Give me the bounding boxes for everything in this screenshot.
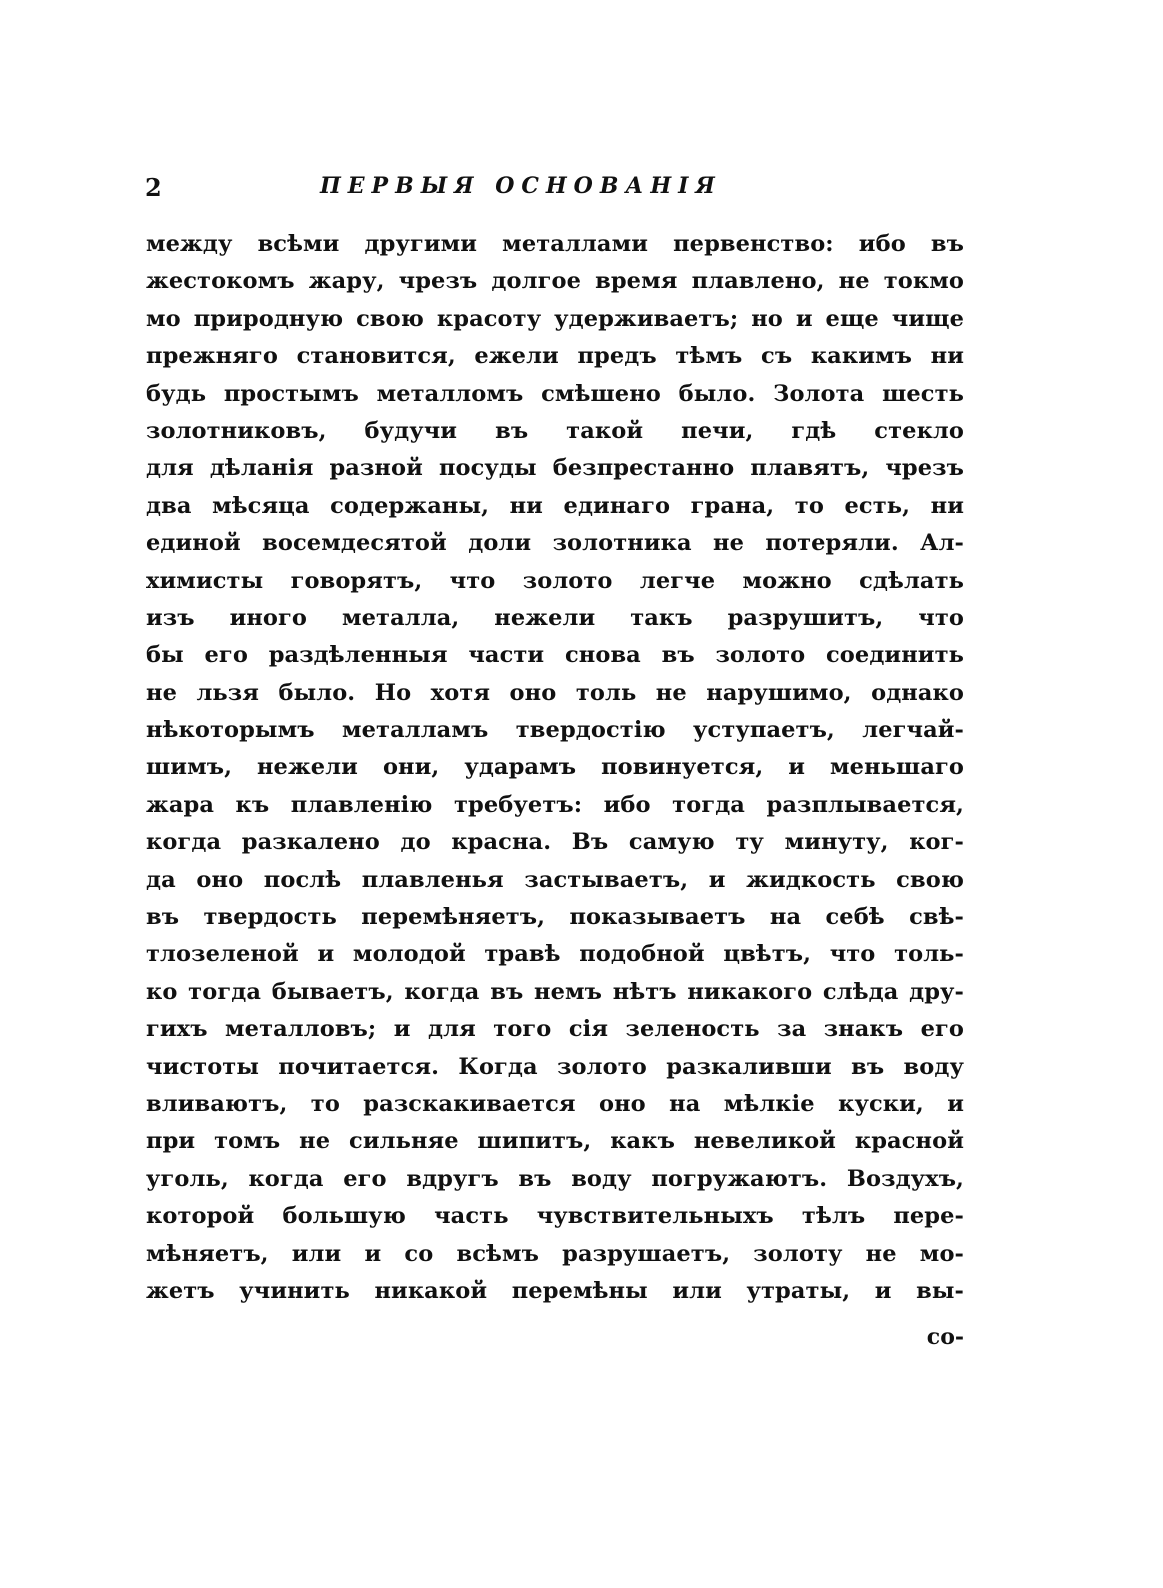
text-line: бы его раздѣленныя части снова въ золото соединить [146, 642, 964, 669]
text-line: золотниковъ, будучи въ такой печи, гдѣ стекло [146, 417, 964, 444]
text-line: не льзя было. Но хотя оно толь не нарушимо, однако [146, 679, 964, 706]
text-line: жетъ учинить никакой перемѣны или утраты, и вы- [146, 1277, 964, 1304]
text-line: мѣняетъ, или и со всѣмъ разрушаетъ, золоту не мо- [146, 1240, 964, 1267]
catchword: со- [926, 1324, 964, 1350]
running-title: ПЕРВЫЯ ОСНОВАНІЯ [320, 173, 722, 199]
text-line: жестокомъ жару, чрезъ долгое время плавлено, не токмо [146, 268, 964, 295]
text-line: будь простымъ металломъ смѣшено было. Золота шесть [146, 380, 964, 407]
page-number: 2 [145, 173, 162, 202]
text-line: при томъ не сильняе шипитъ, какъ невеликой красной [146, 1128, 964, 1155]
text-line: прежняго становится, ежели предъ тѣмъ съ какимъ ни [146, 343, 964, 370]
text-line: жара къ плавленію требуетъ: ибо тогда разплывается, [146, 791, 964, 818]
text-line: изъ иного металла, нежели такъ разрушитъ, что [146, 604, 964, 631]
text-line: когда разкалено до красна. Въ самую ту минуту, ког- [146, 829, 964, 856]
text-line: для дѣланія разной посуды безпрестанно плавятъ, чрезъ [146, 455, 964, 482]
text-line: да оно послѣ плавленья застываетъ, и жидкость свою [146, 866, 964, 893]
text-line: единой восемдесятой доли золотника не потеряли. Ал- [146, 530, 964, 557]
text-line: тлозеленой и молодой травѣ подобной цвѣтъ, что толь- [146, 941, 964, 968]
text-line: нѣкоторымъ металламъ твердостію уступаетъ, легчай- [146, 717, 964, 744]
text-line: между всѣми другими металлами первенство: ибо въ [146, 231, 964, 257]
body-text [146, 226, 964, 1310]
text-line: уголь, когда его вдругъ въ воду погружаютъ. Воздухъ, [146, 1165, 964, 1192]
text-line: шимъ, нежели они, ударамъ повинуется, и меньшаго [146, 754, 964, 781]
text-line: ко тогда бываетъ, когда въ немъ нѣтъ никакого слѣда дру- [146, 978, 964, 1005]
text-line: въ твердость перемѣняетъ, показываетъ на себѣ свѣ- [146, 904, 964, 931]
text-line: которой большую часть чувствительныхъ тѣлъ пере- [146, 1203, 964, 1230]
text-line: гихъ металловъ; и для того сія зеленость за знакъ его [146, 1016, 964, 1043]
text-line: два мѣсяца содержаны, ни единаго грана, то есть, ни [146, 492, 964, 519]
text-line: химисты говорятъ, что золото легче можно сдѣлать [146, 567, 964, 594]
text-line: чистоты почитается. Когда золото разкаливши въ воду [146, 1053, 964, 1080]
text-line: вливаютъ, то разскакивается оно на мѣлкіе куски, и [146, 1090, 964, 1117]
text-line: мо природную свою красоту удерживаетъ; но и еще чище [146, 305, 964, 332]
